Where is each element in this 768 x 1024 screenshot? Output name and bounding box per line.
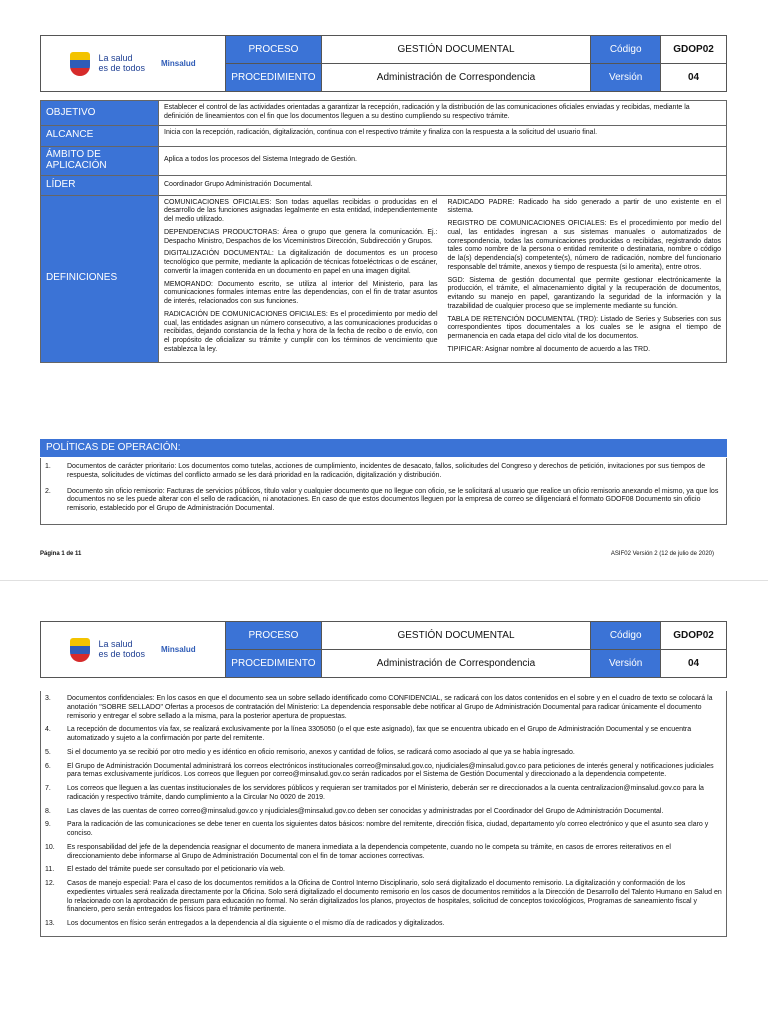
ministry-name: Minsalud <box>161 59 196 68</box>
definition-dependencias: DEPENDENCIAS PRODUCTORAS: Área o grupo que genera la comunicación. Ej.: Despacho Ministro, Despachos de los Viceministros Dirección, Subdirección y Grupos. <box>164 228 438 245</box>
leader-label: LÍDER <box>41 175 159 195</box>
application-label: ÁMBITO DE APLICACIÓN <box>41 146 159 175</box>
ministry-logo <box>41 52 225 76</box>
policies-title: POLÍTICAS DE OPERACIÓN: <box>40 439 727 457</box>
form-version: ASIF02 Versión 2 (12 de julio de 2020) <box>610 551 714 557</box>
process-value: GESTIÓN DOCUMENTAL <box>321 36 590 64</box>
definition-registro: REGISTRO DE COMUNICACIONES OFICIALES: Es el procedimiento por medio del cual, las entidades ingresan a sus sistemas manuales o automatizados de correspondencia, todas las comunicaciones producidas o recibidas, registrando datos tales como nombre de la persona o entidad remitente o destinataria, nombre o código de la(s) dependencia(s) competente(s), número de radicación, nombre del funcionario responsable del trámite, anexos y tiempo de respuesta (si lo amerita), entre otros. <box>447 220 721 271</box>
policy-item <box>45 695 722 721</box>
definition-radicado-padre: RADICADO PADRE: Radicado ha sido generado a partir de uno existente en el sistema. <box>447 198 721 215</box>
version-label: Versión <box>591 650 661 678</box>
policy-text: Es responsabilidad del jefe de la dependencia reasignar el documento de manera inmediata a la dependencia competente, cuando no le competa su trámite, en casos de errores reiterativos en el direccionamiento debe informarse al Grupo de Administración Documental con el fin de tomar acciones correctivas. <box>67 843 671 860</box>
document-header <box>40 35 727 92</box>
document-header-page-2 <box>40 621 727 678</box>
policy-item <box>45 785 722 803</box>
definition-tipificar: TIPIFICAR: Asignar nombre al documento de acuerdo a las TRD. <box>447 345 651 353</box>
policy-text: Las claves de las cuentas de correo correo@minsalud.gov.co y njudiciales@minsalud.gov.co deben ser conocidas y administradas por el Coordinador del Grupo de Administración Documental. <box>67 807 664 815</box>
code-value: GDOP02 <box>661 622 727 650</box>
policy-number: 9. <box>45 821 51 829</box>
definitions-left-column <box>164 199 438 359</box>
logo-text <box>98 640 145 659</box>
ministry-logo <box>41 638 225 662</box>
policy-item <box>45 821 722 839</box>
definitions-cell <box>159 195 727 362</box>
definition-comunicaciones: COMUNICACIONES OFICIALES: Son todas aquellas recibidas o producidas en el desarrollo de las funciones asignadas legalmente en esta entidad, independientemente del medio utilizado. <box>164 198 438 223</box>
definition-sgd: SGD: Sistema de gestión documental que permite gestionar electrónicamente la producción, el trámite, el almacenamiento digital y la recuperación de documentos, evitando su manejo en papel, garantizando la seguridad de la información y la trazabilidad de cualquier proceso que se implemente mediante su función. <box>447 276 721 310</box>
logo-line-1: La salud <box>98 53 133 64</box>
policy-number: 4. <box>45 726 51 734</box>
policy-item <box>45 920 722 929</box>
logo-line-2: es de todos <box>98 62 145 73</box>
objective-text: Establecer el control de las actividades orientadas a garantizar la recepción, radicación y la distribución de las comunicaciones oficiales enviadas y recibidas, mediante la definición de lineamientos con el fin que los documentos lleguen a su destino cumpliendo su respectivo trámite. <box>159 101 727 126</box>
policy-number: 2. <box>45 487 51 495</box>
code-label: Código <box>591 622 661 650</box>
coat-of-arms-icon <box>70 52 90 76</box>
policy-item <box>45 749 722 758</box>
policy-text: Los documentos en físico serán entregados a la dependencia al día siguiente o el mismo día de radicados y digitalizados. <box>67 920 445 927</box>
definitions-right-column <box>448 199 722 359</box>
version-value: 04 <box>661 64 727 92</box>
policy-item <box>45 726 722 744</box>
coat-of-arms-icon <box>70 638 90 662</box>
definition-memorando: MEMORANDO: Documento escrito, se utiliza al interior del Ministerio, para las comunicaciones formales internas entre las dependencias, con el fin de tratar asuntos de interés, relacionados con sus funciones. <box>164 280 438 305</box>
application-text: Aplica a todos los procesos del Sistema Integrado de Gestión. <box>159 146 727 175</box>
document-page-2 <box>0 580 768 1024</box>
procedure-label: PROCEDIMIENTO <box>226 650 322 678</box>
scope-text: Inicia con la recepción, radicación, digitalización, continua con el respectivo trámite y finaliza con la respuesta a la solicitud del usuario final. <box>159 125 727 146</box>
policy-item <box>45 808 722 817</box>
leader-text: Coordinador Grupo Administración Documental. <box>159 175 727 195</box>
definition-digitalizacion: DIGITALIZACIÓN DOCUMENTAL: La digitalización de documentos es un proceso tecnológico que permite, mediante la aplicación de técnicas fotoeléctricas o de escáner, convertir la imagen contenida en un documento en papel en una imagen digital. <box>164 250 438 275</box>
procedure-label: PROCEDIMIENTO <box>226 64 322 92</box>
logo-line-1: La salud <box>98 639 133 650</box>
policy-item <box>45 463 722 481</box>
logo-line-2: es de todos <box>98 648 145 659</box>
summary-table <box>40 100 727 363</box>
policy-item <box>45 844 722 862</box>
policies-list-page-1 <box>40 458 727 525</box>
policy-number: 12. <box>45 880 55 887</box>
policy-text: Documentos de carácter prioritario: Los documentos como tutelas, acciones de cumplimiento, incidentes de desacato, fallos, solicitudes del Congreso y derechos de petición, invitaciones por sus tiempos de respuesta, solicitudes de víctimas del conflicto armado se les dará prioridad en la radicación, digitalización y distribución. <box>67 463 706 479</box>
process-value: GESTIÓN DOCUMENTAL <box>321 622 590 650</box>
code-label: Código <box>591 36 661 64</box>
objective-label: OBJETIVO <box>41 101 159 126</box>
code-value: GDOP02 <box>661 36 727 64</box>
policy-number: 8. <box>45 807 51 815</box>
policy-text: Casos de manejo especial: Para el caso de los documentos remitidos a la Oficina de Control Interno Disciplinario, solo será digitalizado el documento remisorio. La digitalización y conformación de los expedientes virtuales será realizada directamente por la Oficina. Solo será digitalizado el documento remisorio en los casos de documentos remitidos a la Dirección de Desarrollo del Talento Humano en Salud en lo relacionado con la aprobación de pensum para educación no formal. No serán digitalizados los planos, proyectos de hospitales, solicitud de conceptos toxicológicos, Programas de saneamiento fiscal y financiero, pero serán entregados los físicos para el trámite pertinente. <box>67 880 722 914</box>
definitions-label: DEFINICIONES <box>41 195 159 362</box>
policy-number: 7. <box>45 785 51 792</box>
version-value: 04 <box>661 650 727 678</box>
process-label: PROCESO <box>226 622 322 650</box>
policy-text: Para la radicación de las comunicaciones se debe tener en cuenta los siguientes datos básicos: nombre del remitente, dirección física, ciudad, departamento y/o correo electrónico y que el asunto sea claro y conciso. <box>67 821 709 837</box>
policy-text: El estado del trámite puede ser consultado por el peticionario vía web. <box>67 866 285 874</box>
logo-cell <box>41 36 226 92</box>
policy-number: 1. <box>45 463 51 470</box>
policy-number: 5. <box>45 748 51 756</box>
policy-item <box>45 488 722 514</box>
scope-label: ALCANCE <box>41 125 159 146</box>
page-number: Página 1 de 11 <box>40 551 82 557</box>
policy-item <box>45 763 722 781</box>
definition-radicacion: RADICACIÓN DE COMUNICACIONES OFICIALES: Es el procedimiento por medio del cual, las entidades asignan un número consecutivo, a las comunicaciones producidas o recibidas, dejando constancia de la fecha y hora de la fecha de recibo o de envío, con el propósito de oficializar su trámite y cumplir con los términos de vencimiento que establezca la ley. <box>164 310 438 353</box>
policy-text: El Grupo de Administración Documental administrará los correos electrónicos institucionales correo@minsalud.gov.co, njudiciales@minsalud.gov.co para peticiones de interés general y notificaciones judiciales para temas exclusivamente jurídicos. Los correos que lleguen por correo@minsalud.gov.co serán radicados por el Sistema de Gestión Documental y direccionado a la dependencia competente. <box>67 762 714 779</box>
logo-text <box>98 54 145 73</box>
policy-number: 6. <box>45 762 51 770</box>
procedure-value: Administración de Correspondencia <box>321 650 590 678</box>
policy-text: Los correos que lleguen a las cuentas institucionales de los servidores públicos y requieran ser tramitados por el Ministerio, deberán ser re direccionados a la cuenta centralizacion@minsalud.gov.co para la radicación y respectivo trámite, dando cumplimiento a la Circular No 0020 de 2019. <box>67 785 704 801</box>
policy-text: Si el documento ya se recibió por otro medio y es idéntico en oficio remisorio, anexos y cantidad de folios, se radicará como asociado al que ya se había ingresado. <box>67 748 575 756</box>
policy-number: 3. <box>45 695 51 702</box>
policy-text: Documento sin oficio remisorio: Facturas de servicios públicos, título valor y cualquier documento que no llegue con oficio, se le solicitará al usuario que realice un oficio remisorio anexando el mismo, ya que los documentos no se les puede alterar con el sello de radicación, ni anotaciones. En caso de que estos documentos lleguen por la empresa de correo se diligenciará el formato GDOF08 Documento sin oficio remisorio, establecido por el Grupo de Administración Documental. <box>67 487 719 512</box>
definition-trd: TABLA DE RETENCIÓN DOCUMENTAL (TRD): Listado de Series y Subseries con sus correspondientes tipos documentales a los cuales se le asigna el tiempo de permanencia en cada etapa del ciclo vital de los documentos. <box>447 315 721 340</box>
policy-text: Documentos confidenciales: En los casos en que el documento sea un sobre sellado identificado como CONFIDENCIAL, se radicará con los datos contenidos en el sobre y en el cuadro de texto se colocará la anotación "SOBRE SELLADO" Ofertas a procesos de contratación del Ministerio: La dependencia responsable debe notificar al Grupo de Administración Documental para radicar únicamente el documento remisorio y entregar el sobre sellado a la misma, para la posterior apertura de propuestas. <box>67 695 713 720</box>
ministry-name: Minsalud <box>161 645 196 654</box>
policy-text: La recepción de documentos vía fax, se realizará exclusivamente por la línea 3305050 (o el que este asignado), fax que se encuentra ubicado en el Grupo de Administración Documental y se encuentra automatizado y sujeto a la confirmación por parte del remitente. <box>67 726 692 742</box>
policies-list-page-2 <box>40 691 727 937</box>
policy-number: 11. <box>45 866 55 874</box>
version-label: Versión <box>591 64 661 92</box>
logo-cell <box>41 622 226 678</box>
policy-number: 13. <box>45 920 55 927</box>
procedure-value: Administración de Correspondencia <box>321 64 590 92</box>
policy-item <box>45 866 722 875</box>
policy-item <box>45 880 722 915</box>
process-label: PROCESO <box>226 36 322 64</box>
policy-number: 10. <box>45 843 55 851</box>
